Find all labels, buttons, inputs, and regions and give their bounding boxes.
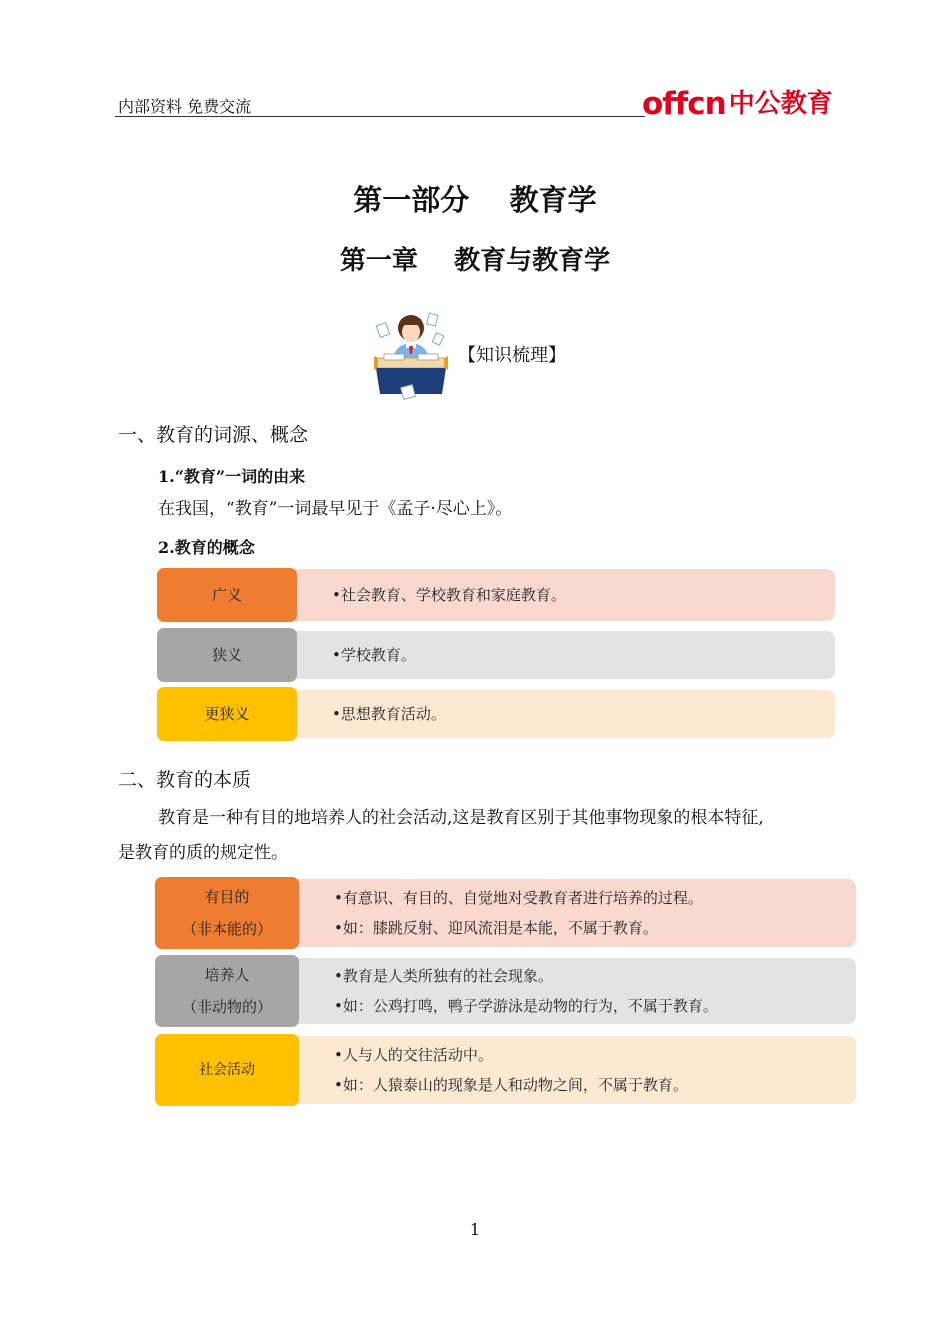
section2-para-line1: 教育是一种有目的地培养人的社会活动,这是教育区别于其他事物现象的根本特征, [158, 808, 764, 828]
concept-tag-label: 狭义 [211, 646, 242, 664]
section1-sub1: 1.“教育”一词的由来 [158, 467, 306, 486]
essence-tag-line2: （非本能的） [181, 920, 272, 938]
offcn-logo [642, 80, 833, 120]
essence-tag [155, 955, 299, 1027]
essence-line1: •有意识、有目的、自觉地对受教育者进行培养的过程。 [334, 889, 703, 907]
essence-content [290, 958, 856, 1024]
section2-heading: 二、教育的本质 [118, 769, 252, 791]
essence-tag-line1: 社会活动 [199, 1062, 255, 1078]
essence-line1: •人与人的交往活动中。 [334, 1046, 493, 1064]
concept-text: •思想教育活动。 [332, 705, 446, 723]
concept-content [288, 690, 835, 738]
concept-tag [157, 687, 297, 741]
concept-content [288, 631, 835, 679]
essence-tag-line2: （非动物的） [181, 998, 272, 1016]
essence-tag [155, 877, 299, 949]
logo-chinese: 中公教育 [728, 89, 833, 119]
concept-tag-label: 更狭义 [204, 705, 250, 723]
section2-para-line2: 是教育的质的规定性。 [118, 843, 288, 863]
essence-content [290, 879, 856, 947]
concept-tag [157, 568, 297, 622]
header-left-text: 内部资料 免费交流 [118, 97, 252, 116]
page-number: 1 [469, 1220, 481, 1239]
section1-sub2: 2.教育的概念 [158, 538, 255, 557]
section1-heading: 一、教育的词源、概念 [118, 424, 309, 446]
concept-content [288, 569, 835, 621]
essence-line2: •如：膝跳反射、迎风流泪是本能，不属于教育。 [334, 919, 658, 937]
essence-tag [155, 1034, 299, 1106]
essence-content [290, 1036, 856, 1104]
concept-tag-label: 广义 [211, 586, 242, 604]
concept-text: •学校教育。 [332, 646, 416, 664]
student-desk-illustration [368, 310, 454, 400]
concept-text: •社会教育、学校教育和家庭教育。 [332, 586, 566, 604]
essence-line1: •教育是人类所独有的社会现象。 [334, 967, 553, 985]
knowledge-section-label: 【知识梳理】 [458, 345, 566, 366]
essence-line2: •如：人猿泰山的现象是人和动物之间，不属于教育。 [334, 1076, 688, 1094]
section1-sub1-text: 在我国，“教育”一词最早见于《孟子·尽心上》。 [158, 499, 513, 519]
essence-tag-line1: 有目的 [204, 888, 250, 906]
part-title: 第一部分 教育学 [353, 183, 597, 217]
header-rule [115, 116, 645, 117]
essence-line2: •如：公鸡打鸣，鸭子学游泳是动物的行为，不属于教育。 [334, 997, 718, 1015]
logo-english: offcn [642, 86, 726, 122]
chapter-title: 第一章 教育与教育学 [339, 246, 611, 276]
concept-tag [157, 628, 297, 682]
essence-tag-line1: 培养人 [204, 966, 250, 984]
